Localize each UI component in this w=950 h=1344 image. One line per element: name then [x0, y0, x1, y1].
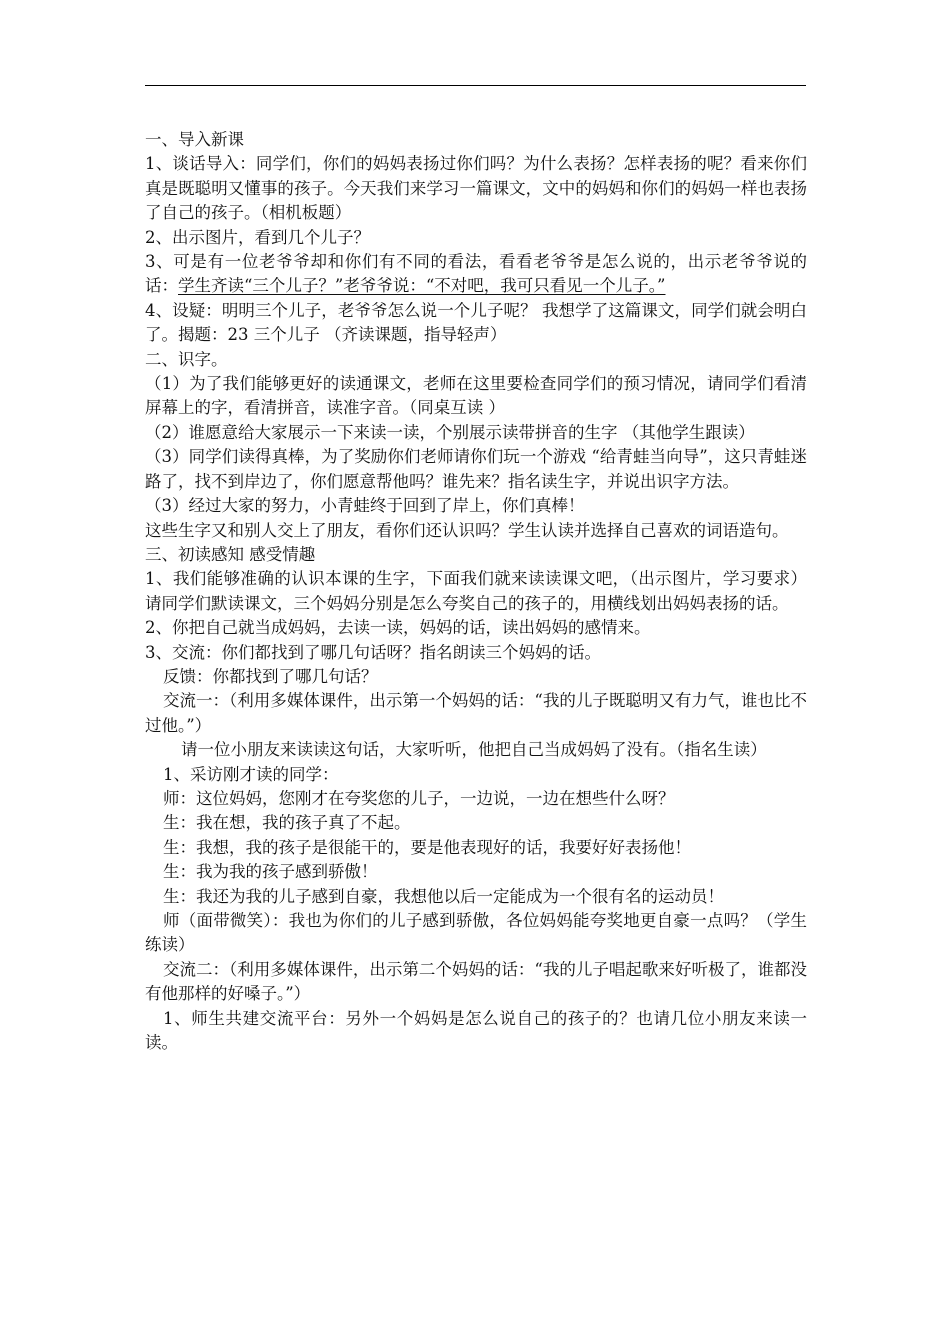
paragraph: （3）经过大家的努力，小青蛙终于回到了岸上，你们真棒！	[145, 496, 585, 516]
paragraph: 交流一：（利用多媒体课件，出示第一个妈妈的话：“我的儿子既聪明又有力气，谁也比不过他。”）	[145, 691, 807, 735]
paragraph: （2）谁愿意给大家展示一下来读一读，个别展示读带拼音的生字 （其他学生跟读）	[145, 422, 755, 442]
dialogue-line: 生：我为我的孩子感到骄傲！	[163, 862, 378, 882]
paragraph: 4、设疑：明明三个儿子，老爷爷怎么说一个儿子呢？ 我想学了这篇课文，同学们就会明白了。揭题：23 三个儿子 （齐读课题，指导轻声）	[145, 300, 807, 345]
dialogue-line: 生：我想，我的孩子是很能干的，要是他表现好的话，我要好好表扬他！	[163, 837, 691, 857]
underlined-quote: 学生齐读“三个儿子？”老爷爷说：“不对吧，我可只看见一个儿子。”	[178, 276, 666, 296]
paragraph: 3、交流：你们都找到了哪几句话呀？指名朗读三个妈妈的话。	[145, 642, 601, 662]
dialogue-line: 生：我在想，我的孩子真了不起。	[163, 813, 411, 833]
paragraph: 1、我们能够准确的认识本课的生字，下面我们就来读读课文吧，（出示图片，学习要求）请同学们默读课文，三个妈妈分别是怎么夸奖自己的孩子的，用横线划出妈妈表扬的话。	[145, 569, 807, 613]
paragraph: （1）为了我们能够更好的读通课文，老师在这里要检查同学们的预习情况，请同学们看清屏幕上的字，看清拼音，读准字音。（同桌互读 ）	[145, 374, 807, 418]
header-rule	[145, 85, 806, 86]
document-body	[145, 128, 807, 1055]
paragraph: 交流二：（利用多媒体课件，出示第二个妈妈的话：“我的儿子唱起歌来好听极了，谁都没有他那样的好嗓子。”）	[145, 959, 807, 1004]
paragraph: 请一位小朋友来读读这句话，大家听听，他把自己当成妈妈了没有。（指名生读）	[181, 740, 767, 760]
dialogue-line: 生：我还为我的儿子感到自豪，我想他以后一定能成为一个很有名的运动员！	[163, 886, 724, 906]
paragraph: （3）同学们读得真棒，为了奖励你们老师请你们玩一个游戏 “给青蛙当向导”，这只青蛙迷路了，找不到岸边了，你们愿意帮他吗？谁先来？指名读生字，并说出识字方法。	[145, 447, 807, 491]
dialogue-line: 师（面带微笑）：我也为你们的儿子感到骄傲，各位妈妈能夸奖地更自豪一点吗？（学生练读）	[145, 911, 807, 955]
paragraph: 1、师生共建交流平台：另外一个妈妈是怎么说自己的孩子的？也请几位小朋友来读一读。	[145, 1008, 807, 1053]
paragraph: 这些生字又和别人交上了朋友，看你们还认识吗？学生认读并选择自己喜欢的词语造句。	[145, 520, 789, 540]
section-heading: 一、导入新课	[145, 130, 244, 149]
dialogue-line: 师：这位妈妈，您刚才在夸奖您的儿子，一边说，一边在想些什么呀？	[163, 788, 675, 808]
section-heading: 三、初读感知 感受情趣	[145, 544, 316, 564]
paragraph: 反馈：你都找到了哪几句话？	[163, 666, 378, 686]
paragraph: 2、你把自己就当成妈妈，去读一读，妈妈的话，读出妈妈的感情来。	[145, 618, 651, 638]
paragraph: 1、谈话导入：同学们，你们的妈妈表扬过你们吗？为什么表扬？怎样表扬的呢？看来你们真是既聪明又懂事的孩子。今天我们来学习一篇课文，文中的妈妈和你们的妈妈一样也表扬了自己的孩子。（相机板题）	[145, 154, 807, 223]
paragraph-text: 3、可是有一位老爷爷却和你们有不同的看法，看看老爷爷是怎么说的，出示老爷爷说的话：	[145, 252, 807, 296]
paragraph: 2、出示图片，看到几个儿子？	[145, 227, 370, 247]
paragraph	[145, 250, 807, 299]
paragraph: 1、采访刚才读的同学：	[163, 764, 339, 784]
section-heading: 二、识字。	[145, 349, 228, 369]
